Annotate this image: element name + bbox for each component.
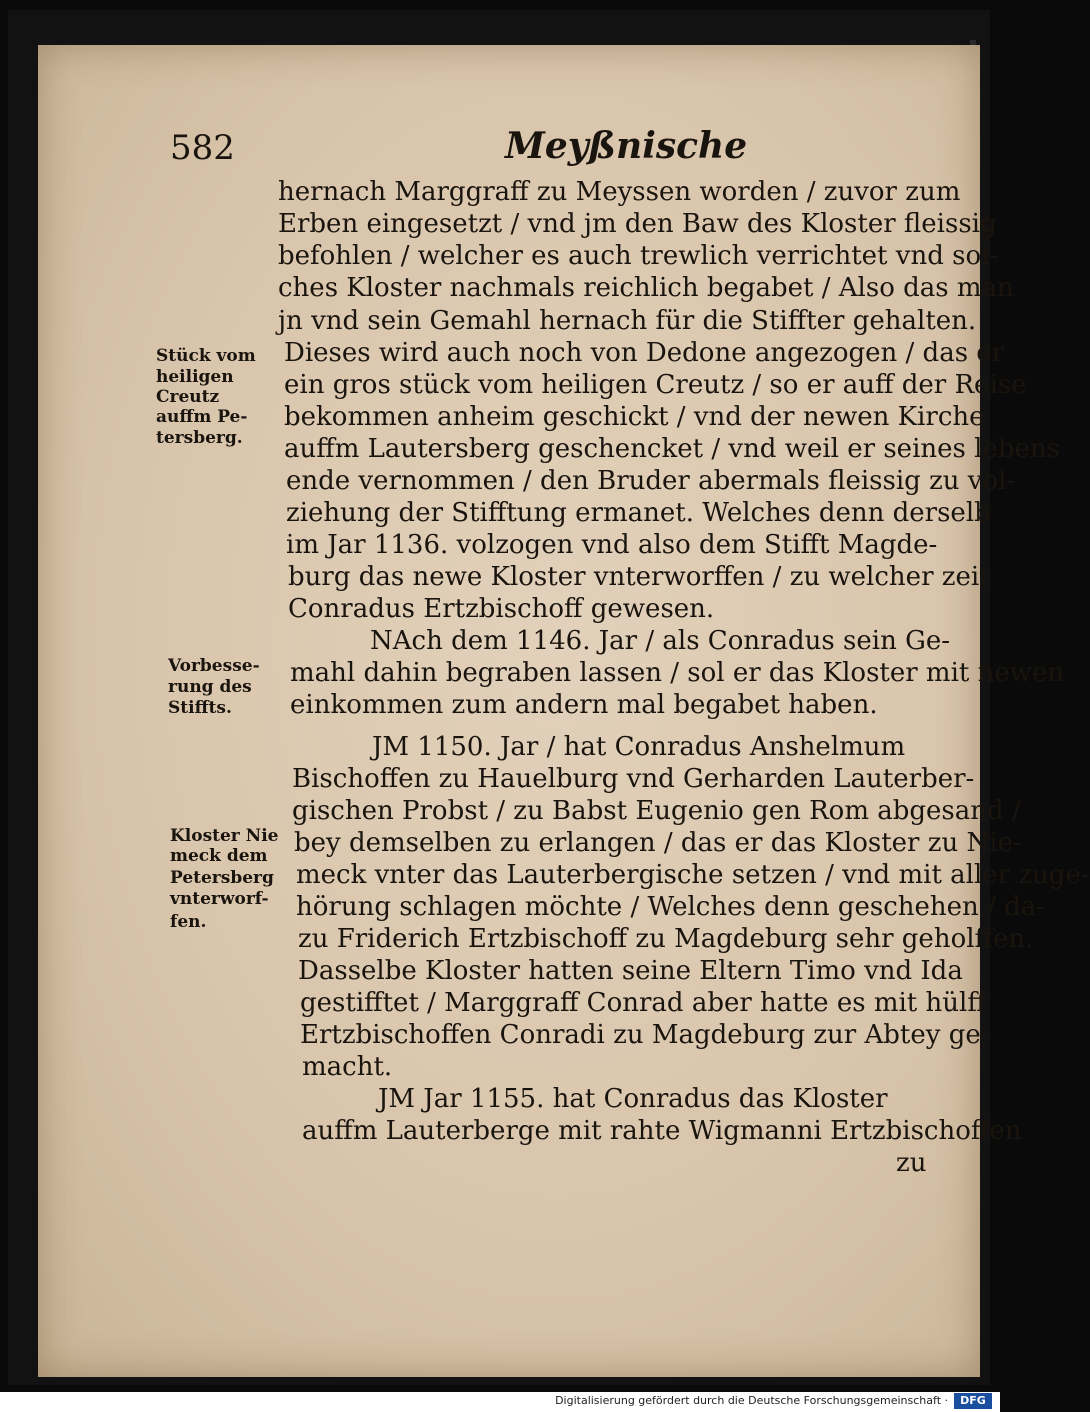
text-line: Dieses wird auch noch von Dedone angezogen / das er: [284, 338, 1005, 368]
text-line: ziehung der Stifftung ermanet. Welches denn derselb: [286, 498, 991, 528]
dfg-logo: DFG: [954, 1393, 992, 1409]
text-line: Conradus Ertzbischoff gewesen.: [288, 594, 715, 624]
text-line: gischen Probst / zu Babst Eugenio gen Rom abgesand /: [292, 796, 1021, 826]
margin-note-line: Stiffts.: [168, 698, 232, 718]
margin-note-line: fen.: [170, 912, 207, 932]
text-line: hernach Marggraff zu Meyssen worden / zuvor zum: [278, 177, 961, 207]
text-line: im Jar 1136. volzogen vnd also dem Stifft Magde-: [286, 530, 938, 560]
margin-note-line: heiligen: [156, 367, 234, 387]
funding-credit: Digitalisierung gefördert durch die Deutsche Forschungsgemeinschaft ·: [555, 1394, 948, 1407]
text-line: jn vnd sein Gemahl hernach für die Stiffter gehalten.: [278, 306, 977, 336]
text-line: ches Kloster nachmals reichlich begabet / Also das man: [278, 273, 1014, 303]
running-head: Meyßnische: [505, 125, 748, 167]
text-line: JM 1150. Jar / hat Conradus Anshelmum: [372, 732, 906, 762]
margin-note-line: Petersberg: [170, 868, 274, 888]
text-line: NAch dem 1146. Jar / als Conradus sein Ge-: [370, 626, 951, 656]
margin-note-line: meck dem: [170, 846, 268, 866]
text-line: bekommen anheim geschickt / vnd der newen Kirche: [284, 402, 985, 432]
text-line: ende vernommen / den Bruder abermals fleissig zu vol-: [286, 466, 1016, 496]
text-line: zu: [896, 1148, 927, 1178]
text-line: macht.: [302, 1052, 393, 1082]
footer-bar: [0, 1392, 1000, 1412]
text-line: burg das newe Kloster vnterworffen / zu welcher zeit: [288, 562, 990, 592]
text-line: JM Jar 1155. hat Conradus das Kloster: [378, 1084, 888, 1114]
margin-note-line: tersberg.: [156, 428, 243, 448]
text-line: hörung schlagen möchte / Welches denn geschehen / da-: [296, 892, 1046, 922]
text-line: befohlen / welcher es auch trewlich verrichtet vnd sol-: [278, 241, 999, 271]
text-line: einkommen zum andern mal begabet haben.: [290, 690, 878, 720]
text-line: Erben eingesetzt / vnd jm den Baw des Kloster fleissig: [278, 209, 997, 239]
text-line: Dasselbe Kloster hatten seine Eltern Timo vnd Ida: [298, 956, 963, 986]
text-line: mahl dahin begraben lassen / sol er das Kloster mit newen: [290, 658, 1065, 688]
text-line: bey demselben zu erlangen / das er das Kloster zu Nie-: [294, 828, 1022, 858]
text-line: Bischoffen zu Hauelburg vnd Gerharden Lauterber-: [292, 764, 975, 794]
text-line: auffm Lauterberge mit rahte Wigmanni Ertzbischoffen: [302, 1116, 1022, 1146]
page-number: 582: [170, 128, 235, 168]
text-line: gestifftet / Marggraff Conrad aber hatte es mit hülff: [300, 988, 986, 1018]
margin-note-line: Creutz: [156, 387, 220, 407]
text-line: meck vnter das Lauterbergische setzen / vnd mit aller zuge-: [296, 860, 1090, 890]
margin-note-line: Vorbesse-: [168, 656, 260, 676]
margin-note-line: rung des: [168, 677, 252, 697]
text-line: ein gros stück vom heiligen Creutz / so er auff der Reise: [284, 370, 1027, 400]
text-line: zu Friderich Ertzbischoff zu Magdeburg sehr geholffen.: [298, 924, 1034, 954]
margin-note-line: Stück vom: [156, 346, 256, 366]
margin-note-line: Kloster Nie: [170, 826, 279, 846]
text-line: auffm Lautersberg geschencket / vnd weil er seines lebens: [284, 434, 1060, 464]
text-line: Ertzbischoffen Conradi zu Magdeburg zur Abtey ge-: [300, 1020, 990, 1050]
margin-note-line: auffm Pe-: [156, 407, 248, 427]
margin-note-line: vnterworf-: [170, 889, 269, 909]
